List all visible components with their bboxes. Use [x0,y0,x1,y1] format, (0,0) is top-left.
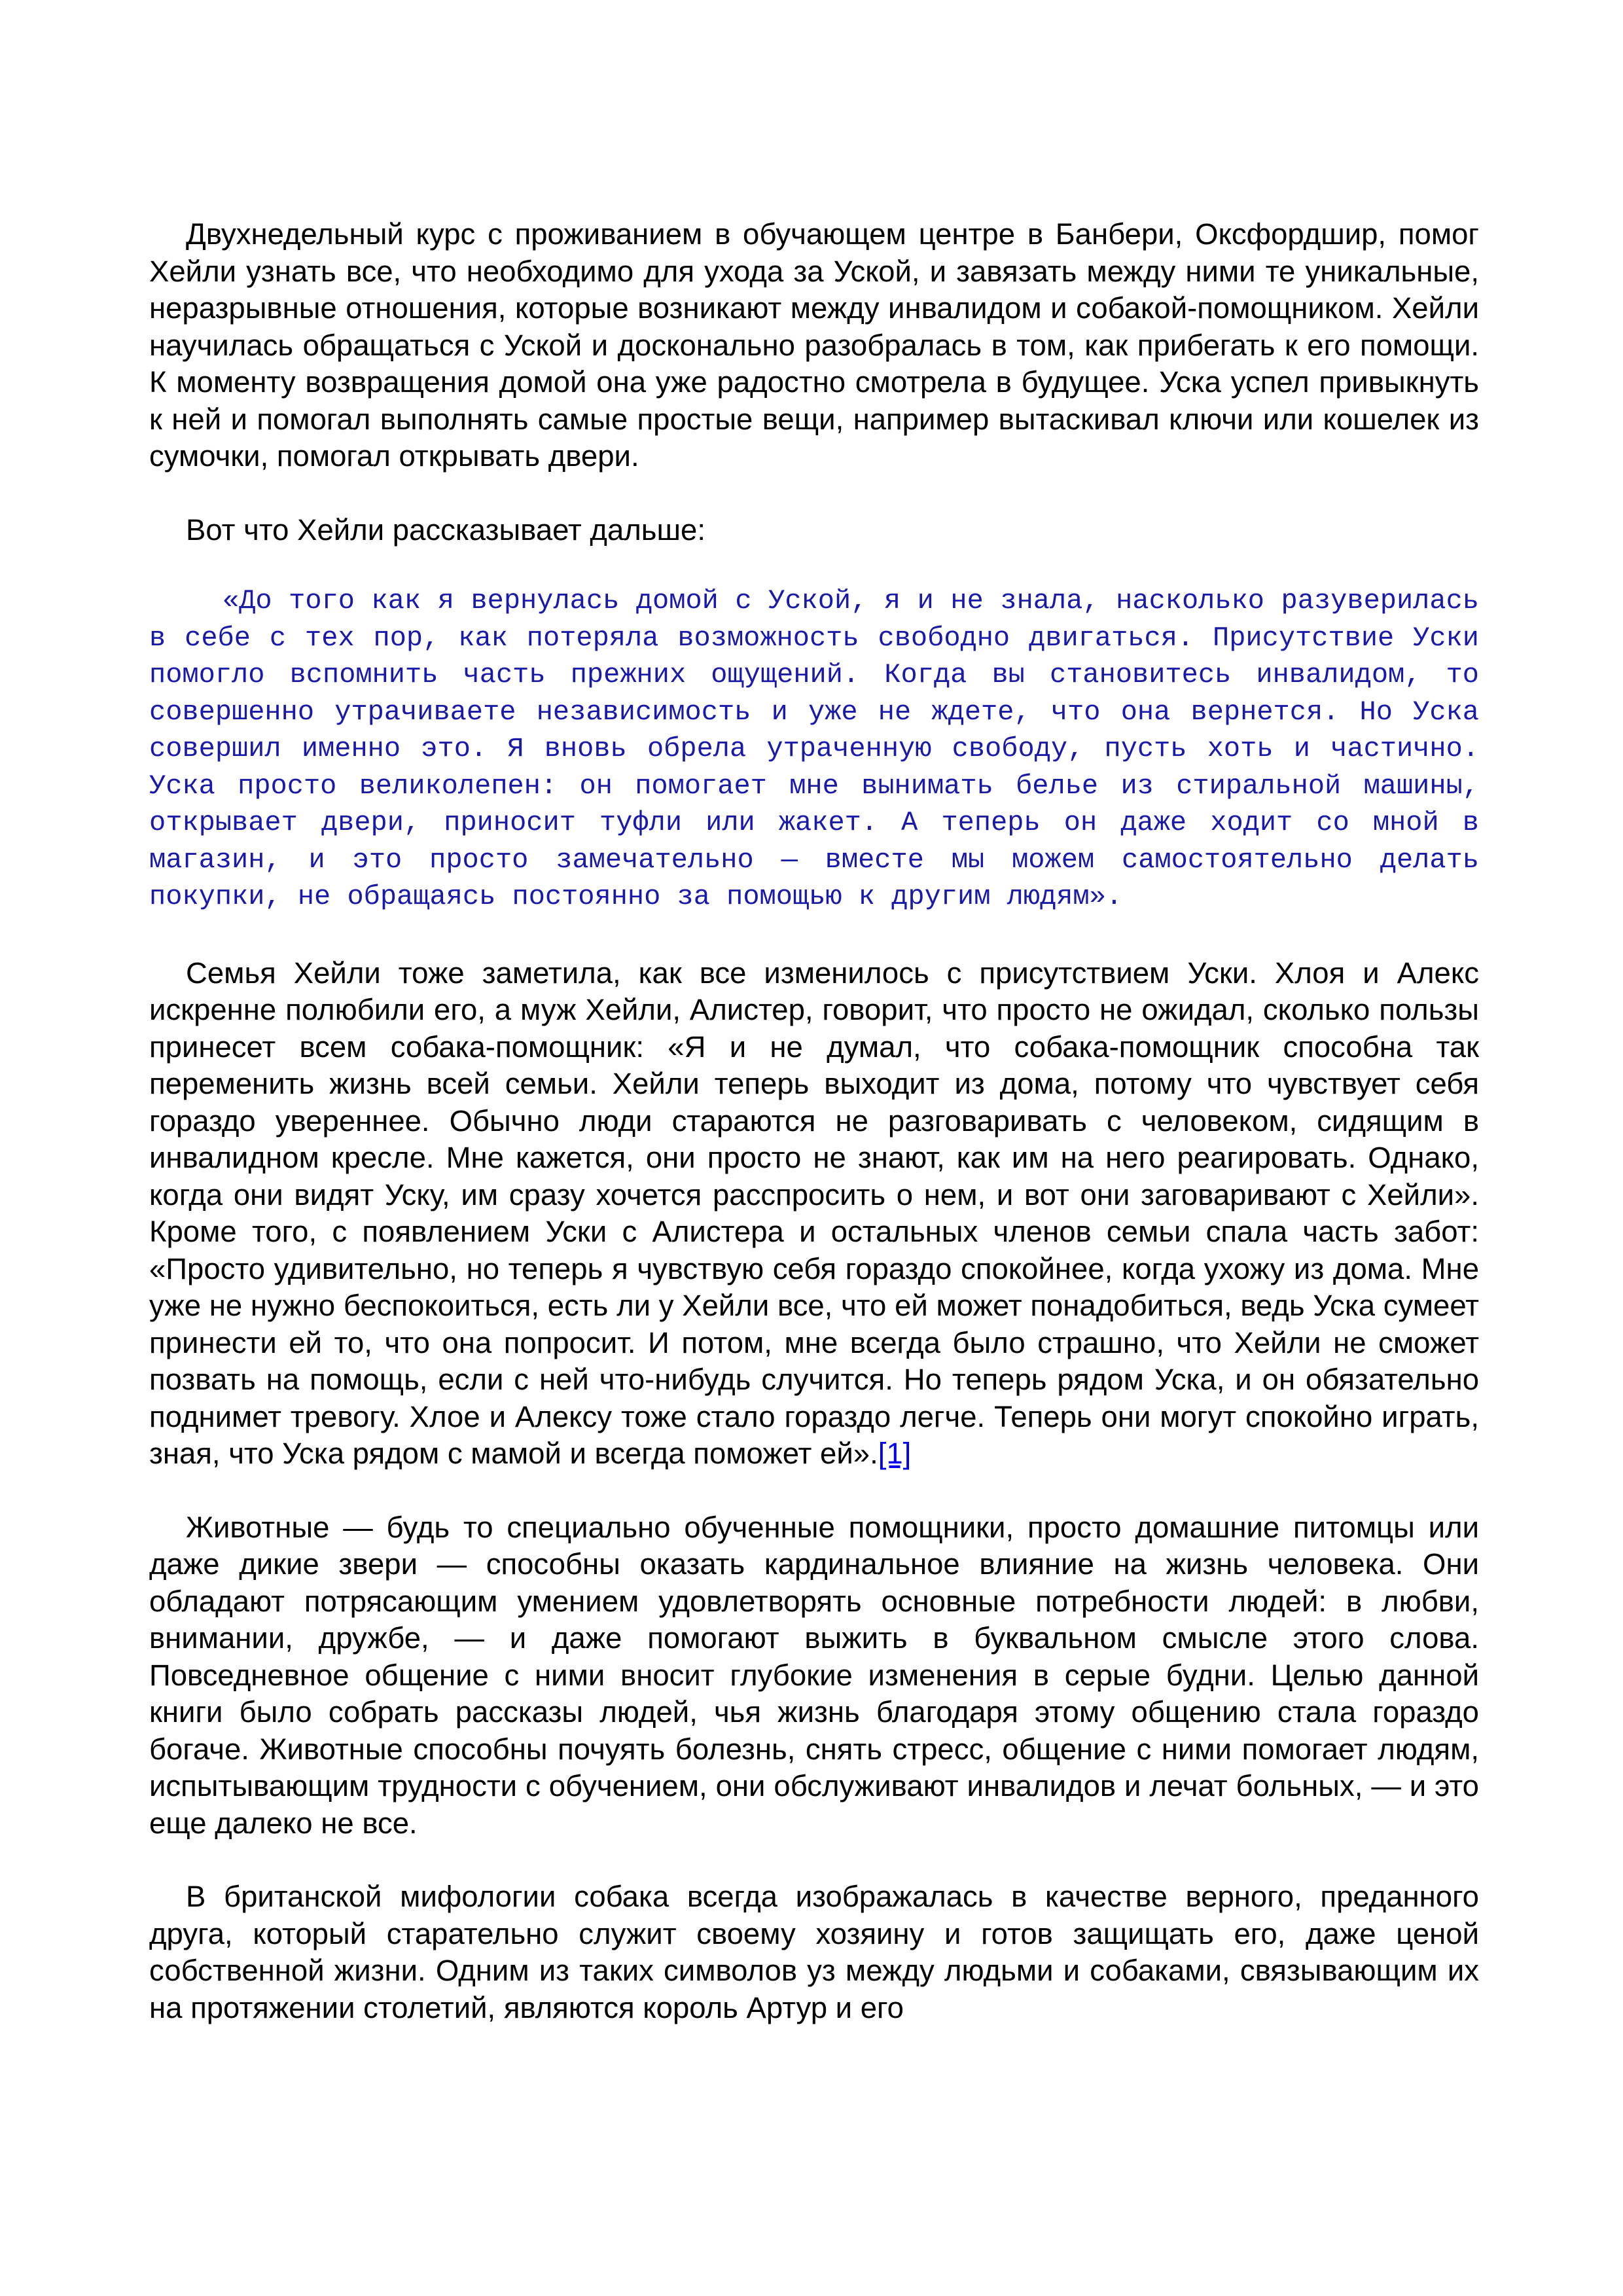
paragraph-spacer [149,1842,1479,1878]
paragraph-british-mythology: В британской мифологии собака всегда изображалась в качестве верного, преданного друга, который старательно служит своему хозяину и готов защищать его, даже ценой собственной жизни. Одним из таких символов уз между людьми и собаками, связывающим их на протяжении столетий, являются король Артур и его [149,1880,1479,2024]
paragraph-animals: Животные — будь то специально обученные помощники, просто домашние питомцы или даже дикие звери — способны оказать кардинальное влияние на жизнь человека. Они обладают потрясающим умением удовлетворять основные потребности людей: в любви, внимании, дружбе, — и даже помогают выжить в буквальном смысле этого слова. Повседневное общение с ними вносит глубокие изменения в серые будни. Целью данной книги было собрать рассказы людей, чья жизнь благодаря этому общению стала гораздо богаче. Животные способны почуять болезнь, снять стресс, общение с ними помогает людям, испытывающим трудности с обучением, они обслуживают инвалидов и лечат больных, — и это еще далеко не все. [149,1510,1479,1840]
haley-quote: «До того как я вернулась домой с Ускoй, я и не знала, насколько разуверилась в себе с тех пор, как потеряла возможность свободно двигаться. Присутствие Уски помогло вспомнить часть прежних ощущений. Когда вы становитесь инвалидом, то совершенно утрачиваете независимость и уже не ждете, что она вернется. Но Уска совершил именно это. Я вновь обрела утраченную свободу, пусть хоть и частично. Уска просто великолепен: он помогает мне вынимать белье из стиральной машины, открывает двери, приносит туфли или жакет. А теперь он даже ходит со мной в магазин, и это просто замечательно — вместе мы можем самостоятельно делать покупки, не обращаясь постоянно за помощью к другим людям». [149,585,1479,912]
footnote-link[interactable]: [1] [878,1437,912,1470]
paragraph-training-course: Двухнедельный курс с проживанием в обучающем центре в Банбери, Оксфордшир, помог Хейли узнать все, что необходимо для ухода за Ускoй, и завязать между ними те уникальные, неразрывные отношения, которые возникают между инвалидом и собакой-помощником. Хейли научилась обращаться с Ускoй и досконально разобралась в том, как прибегать к его помощи. К моменту возвращения домой она уже радостно смотрела в будущее. Уска успел привыкнуть к ней и помогал выполнять самые простые вещи, например вытаскивал ключи или кошелек из сумочки, помогал открывать двери. [149,217,1479,473]
paragraph-spacer [149,548,1479,583]
paragraph-family-text: Семья Хейли тоже заметила, как все изменилось с присутствием Уски. Хлоя и Алекс искренне полюбили его, а муж Хейли, Алистер, говорит, что просто не ожидал, сколько пользы принесет всем собака-помощник: «Я и не думал, что собака-помощник способна так переменить жизнь всей семьи. Хейли теперь выходит из дома, потому что чувствует себя гораздо увереннее. Обычно люди стараются не разговаривать с человеком, сидящим в инвалидном кресле. Мне кажется, они просто не знают, как им на него реагировать. Однако, когда они видят Уску, им сразу хочется расспросить о нем, и вот они заговаривают с Хейли». Кроме того, с появлением Уски с Алистера и остальных членов семьи спала часть забот: «Просто удивительно, но теперь я чувствую себя гораздо спокойнее, когда ухожу из дома. Мне уже не нужно беспокоиться, есть ли у Хейли все, что ей может понадобиться, ведь Уска сумеет принести ей то, что она попросит. И потом, мне всегда было страшно, что Хейли не сможет позвать на помощь, если с ней что-нибудь случится. Но теперь рядом Уска, и он обязательно поднимет тревогу. Хлое и Алексу тоже стало гораздо легче. Теперь они могут спокойно играть, зная, что Уска рядом с мамой и всегда поможет ей». [149,956,1479,1470]
paragraph-spacer [149,1473,1479,1509]
paragraph-spacer [149,475,1479,512]
paragraph-family [149,955,1479,1473]
paragraph-haley-intro: Вот что Хейли рассказывает дальше: [186,512,705,547]
paragraph-spacer [149,916,1479,955]
document-page [149,216,1479,2026]
